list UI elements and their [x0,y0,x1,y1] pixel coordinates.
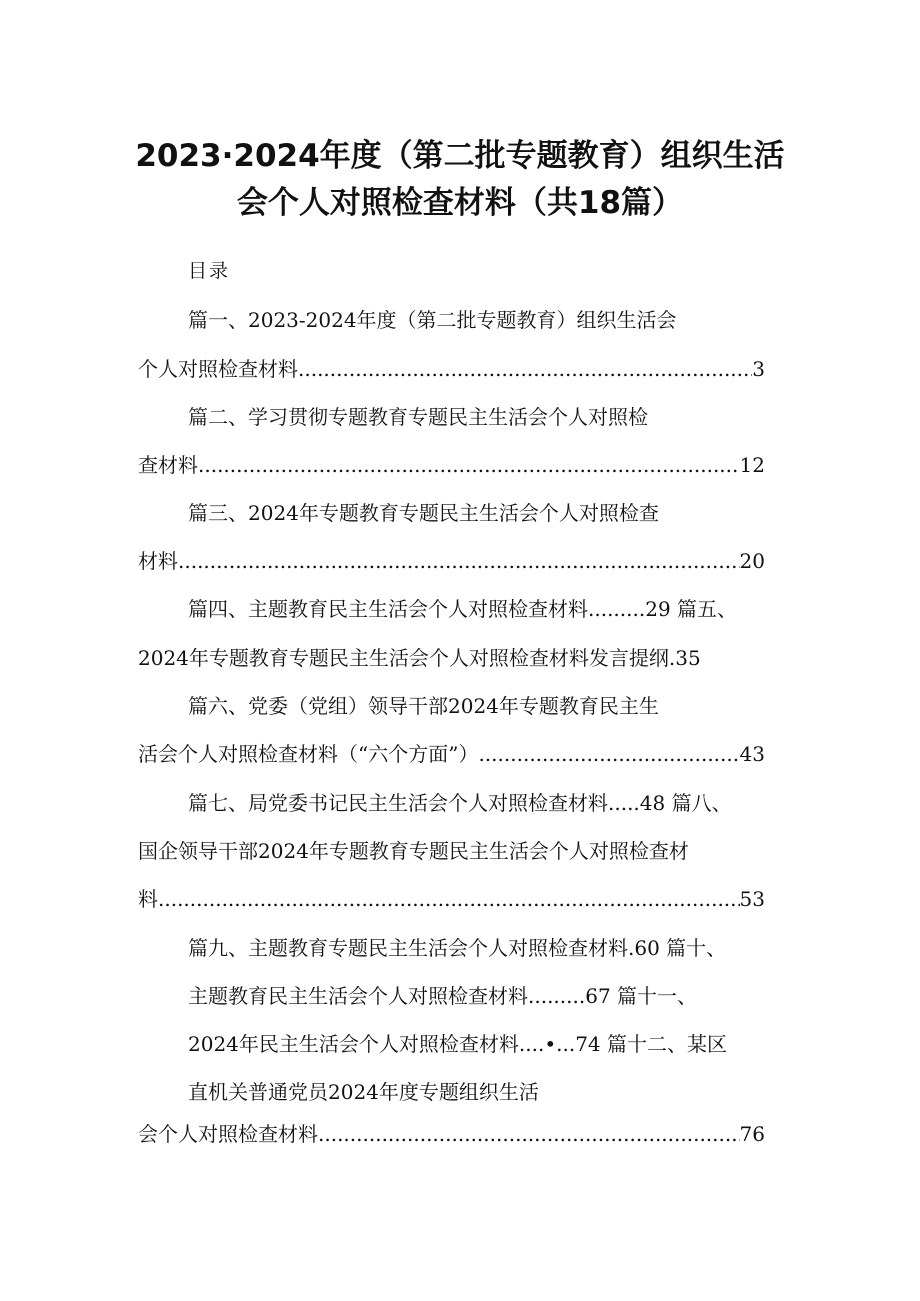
toc-entry[interactable] [138,740,765,768]
toc-line[interactable]: 篇九、主题教育专题民主生活会个人对照检查材料.60 篇十、 [188,936,727,960]
toc-page-number: 76 [739,1122,765,1146]
toc-line[interactable]: 主题教育民主生活会个人对照检查材料.........67 篇十一、 [188,984,698,1008]
toc-entry-title: 材料 [138,549,178,573]
toc-line[interactable]: 2024年专题教育专题民主生活会个人对照检查材料发言提纲.35 [138,646,701,670]
toc-entry[interactable] [138,451,765,479]
toc-entry[interactable] [138,355,765,383]
toc-entry[interactable] [138,1120,765,1148]
dot-leader [478,740,739,768]
toc-line[interactable]: 2024年民主生活会个人对照检查材料....•...74 篇十二、某区 [188,1032,728,1056]
toc-line: 篇六、党委（党组）领导干部2024年专题教育民主生 [188,694,659,718]
toc-line: 篇一、2023-2024年度（第二批专题教育）组织生活会 [188,308,677,332]
dot-leader [318,1120,740,1148]
toc-entry[interactable] [138,547,765,575]
toc-line: 篇三、2024年专题教育专题民主生活会个人对照检查 [188,501,659,525]
toc-page-number: 3 [752,357,765,381]
dot-leader [198,451,740,479]
toc-page-number: 53 [739,887,765,911]
toc-line[interactable]: 篇四、主题教育民主生活会个人对照检查材料.........29 篇五、 [188,597,738,621]
toc-entry-title: 活会个人对照检查材料（“六个方面”） [138,742,479,766]
dot-leader [158,885,740,913]
toc-page-number: 20 [739,549,765,573]
dot-leader [298,355,752,383]
toc-heading: 目录 [188,260,231,282]
toc-line: 国企领导干部2024年专题教育专题民主生活会个人对照检查材 [138,839,689,863]
toc-page-number: 43 [739,742,765,766]
toc-entry-title: 会个人对照检查材料 [138,1122,318,1146]
toc-entry[interactable] [138,885,765,913]
toc-line: 直机关普通党员2024年度专题组织生活 [188,1080,539,1104]
document-title-line-1: 2023·2024年度（第二批专题教育）组织生活 [135,138,785,174]
document-title-line-2: 会个人对照检查材料（共18篇） [236,185,684,221]
dot-leader [178,547,740,575]
toc-entry-title: 查材料 [138,453,198,477]
toc-line: 篇二、学习贯彻专题教育专题民主生活会个人对照检 [188,405,648,429]
toc-entry-title: 个人对照检查材料 [138,357,298,381]
toc-page-number: 12 [739,453,765,477]
toc-line[interactable]: 篇七、局党委书记民主生活会个人对照检查材料.....48 篇八、 [188,791,732,815]
toc-entry-title: 料 [138,887,158,911]
